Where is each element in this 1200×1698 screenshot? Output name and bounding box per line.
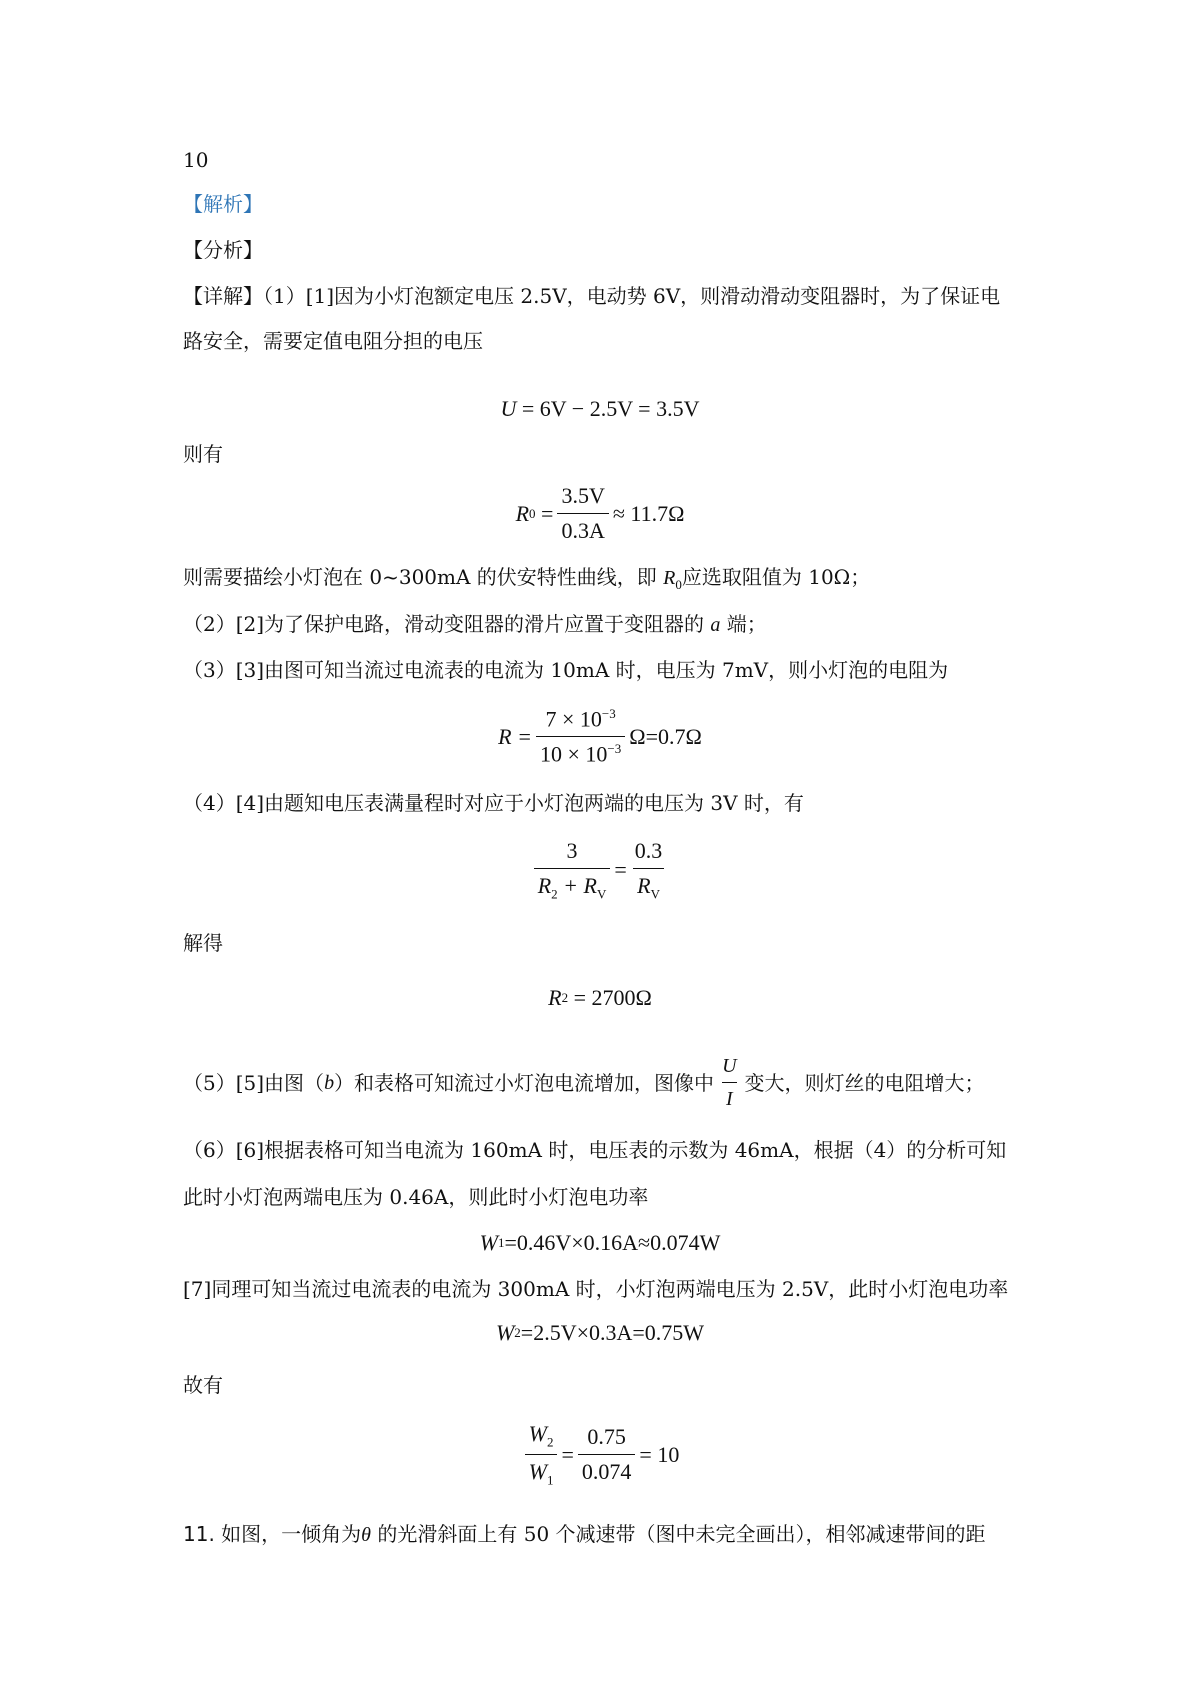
eq2-num: 3.5V [561,483,605,508]
eq2-den: 0.3A [557,513,608,544]
equation-voltage [0,396,1200,422]
eq4-num-right: 0.3 [634,838,663,863]
eq4-den-left-a: R [537,873,552,898]
equation-w1 [0,1230,1200,1256]
question-11-text-b: 的光滑斜面上有 50 个减速带（图中未完全画出），相邻减速带间的距 [371,1522,986,1546]
line-q5 [183,1054,985,1111]
line-q5-num: U [722,1055,737,1077]
text-zeyou: 则有 [183,442,223,466]
line-q2-a: （2）[2]为了保护电路，滑动变阻器的滑片应置于变阻器的 [183,612,711,636]
detail-line-1: 【详解】（1）[1]因为小灯泡额定电压 2.5V，电动势 6V，则滑动滑动变阻器时，为了保证电 [183,284,1001,308]
line-q6-2: 此时小灯泡两端电压为 0.46A，则此时小灯泡电功率 [183,1185,649,1209]
eq8-right-fraction [578,1424,636,1485]
eq2-rhs: ≈ 11.7Ω [612,500,685,526]
question-11-text-a: 如图，一倾角为 [214,1522,362,1546]
text-guyou: 故有 [183,1373,223,1397]
line-q4: （4）[4]由题知电压表满量程时对应于小灯泡两端的电压为 3V 时，有 [183,791,804,815]
eq3-den: 10 × 10 [539,741,608,767]
detail-line-2: 路安全，需要定值电阻分担的电压 [183,329,483,353]
line-q5-fraction [718,1054,740,1111]
eq8-equals: = [561,1441,574,1467]
eq8-left-fraction [525,1421,558,1489]
eq3-den-exp: −3 [607,741,622,757]
eq8-den-left: W [528,1459,547,1485]
eq6-sub: 1 [497,1235,505,1250]
eq8-den-left-sub: 1 [546,1472,554,1488]
eq3-num: 7 × 10 [545,706,602,732]
eq4-den-left-b: + R [557,873,597,898]
line-q2-b: 端； [720,612,767,636]
line-q3: （3）[3]由图可知当流过电流表的电流为 10mA 时，电压为 7mV，则小灯泡的电阻为 [183,658,949,682]
line-r0-var: R [663,567,676,589]
eq2-lhs: R [515,500,530,526]
eq4-den-right: R [637,873,651,898]
line-r0-b: 应选取阻值为 10Ω； [681,565,871,589]
eq7-lhs: W [495,1320,515,1345]
eq3-fraction [536,706,625,768]
line-q5-den: I [722,1082,737,1111]
eq1-rhs: = 6V − 2.5V = 3.5V [521,396,700,421]
equation-resistance [0,706,1200,768]
line-r0-sub: 0 [675,577,682,592]
equation-r0: R 0 = $\frac{3.5V}{0.3A}$ ≈ 11.7Ω [515,483,685,543]
eq8-num-left: W [528,1421,547,1446]
eq6-lhs: W [479,1230,498,1255]
eq5-lhs: R [548,985,562,1010]
line-r0 [183,563,870,599]
line-q7: [7]同理可知当流过电流表的电流为 300mA 时，小灯泡两端电压为 2.5V，此时小灯泡电功率 [183,1277,1009,1301]
eq8-num-left-sub: 2 [546,1434,554,1450]
line-q5-b: b [324,1071,335,1094]
eq4-den-left-sub: 2 [551,886,558,902]
eq5-sub: 2 [561,990,569,1005]
eq4-den-right-sub: V [650,886,660,902]
line-q5-a: （5）[5]由图（ [183,1070,325,1095]
equation-ratio [0,1421,1200,1489]
equation-voltmeter [0,838,1200,902]
eq4-equals: = [614,857,627,883]
eq8-den-right: 0.074 [578,1454,636,1485]
eq4-num-left: 3 [566,838,578,863]
equation-w2 [0,1320,1200,1346]
eq1-lhs: U [500,396,517,421]
eq4-left-fraction [534,838,611,902]
line-q2-var: a [710,614,721,636]
text-jiede: 解得 [183,931,223,955]
eq8-num-right: 0.75 [587,1424,626,1450]
eq7-sub: 2 [514,1325,521,1340]
eq4-right-fraction [631,838,667,902]
eq8-rhs: = 10 [639,1441,680,1467]
equation-r2 [0,985,1200,1011]
line-q2 [183,610,767,639]
section-fenxi: 【分析】 [183,238,263,262]
eq2-sub: 0 [529,505,536,521]
line-r0-a: 则需要描绘小灯泡在 0~300mA 的伏安特性曲线，即 [183,565,664,589]
section-jiexi: 【解析】 [183,192,263,216]
eq5-rhs: = 2700Ω [573,985,652,1010]
question-11-number: 11. [183,1522,215,1546]
eq4-den-left-sub2: V [596,886,607,902]
eq6-rhs: =0.46V×0.16A≈0.074W [504,1230,721,1255]
eq3-lhs: R = [498,723,532,749]
line-q6-1: （6）[6]根据表格可知当电流为 160mA 时，电压表的示数为 46mA，根据（4）的分析可知 [183,1138,1007,1162]
answer-number: 10 [183,148,209,172]
question-11 [183,1520,986,1549]
eq3-num-exp: −3 [601,706,616,721]
eq7-rhs: =2.5V×0.3A=0.75W [520,1320,705,1345]
eq2-fraction [557,483,608,544]
line-q5-d: 变大，则灯丝的电阻增大； [744,1070,985,1095]
line-q5-c: ）和表格可知流过小灯泡电流增加，图像中 [334,1070,715,1095]
question-11-theta: θ [361,1524,371,1546]
eq3-rhs: Ω=0.7Ω [629,723,702,749]
